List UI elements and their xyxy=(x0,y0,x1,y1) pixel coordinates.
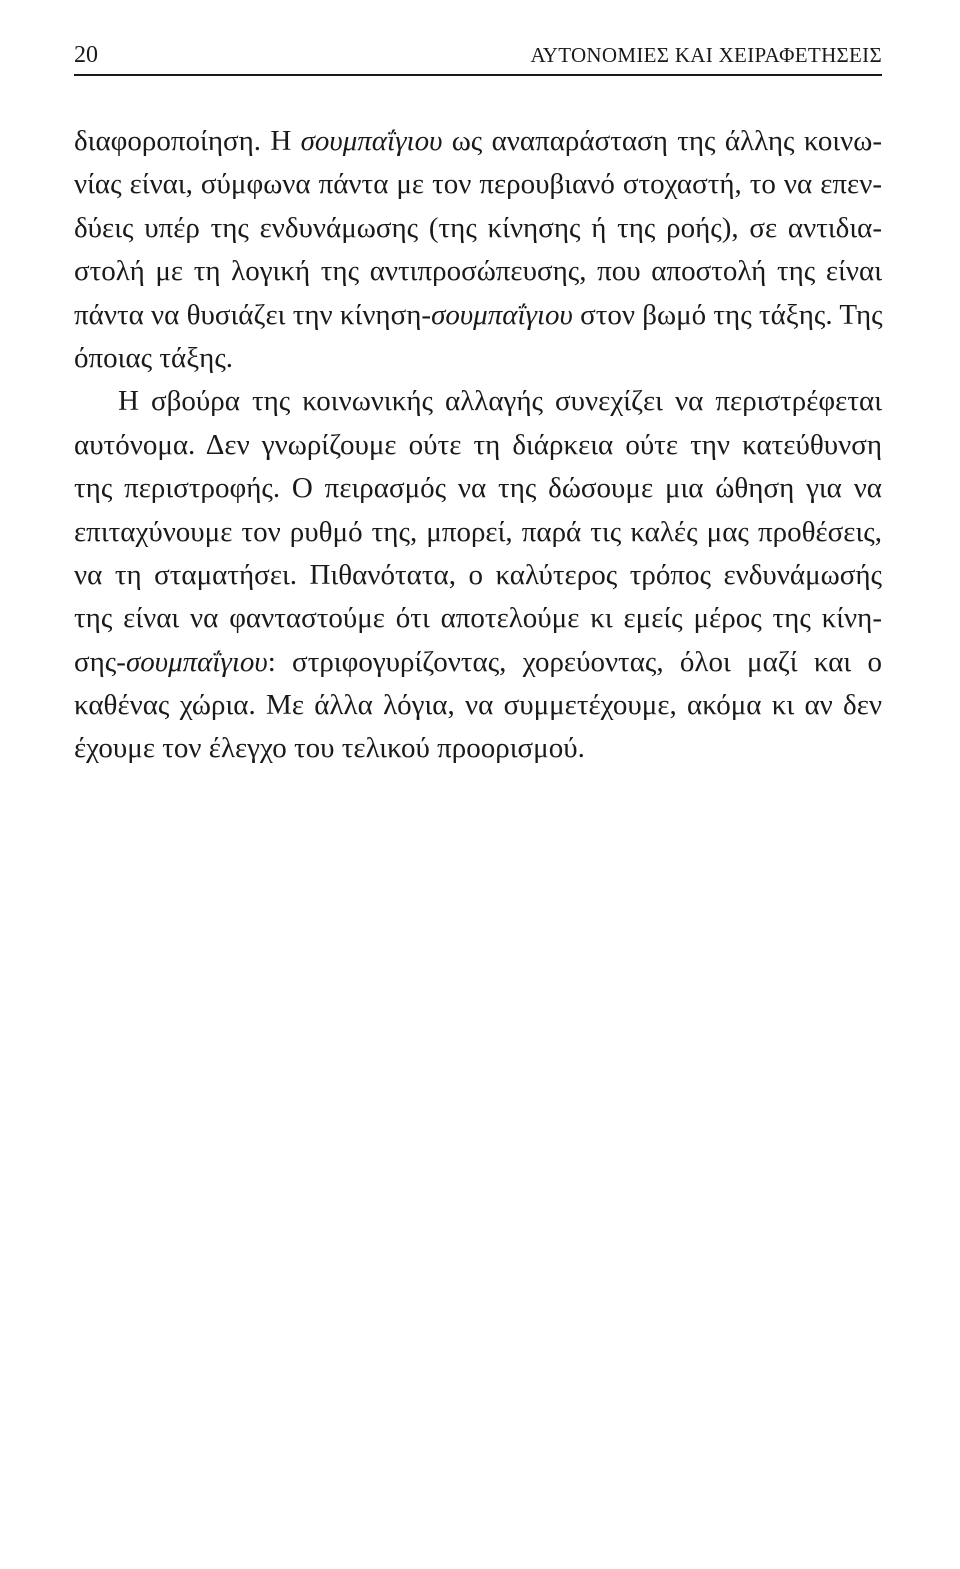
text-line: Η σβούρα της κοινωνικής αλλαγής συνεχίζει να περιστρέφεται xyxy=(118,385,882,418)
italic-term: σουμπαΐγιου xyxy=(300,125,443,157)
text-line: στολή με τη λογική της αντιπροσώπευσης, που αποστολή της είναι xyxy=(74,255,882,288)
text-line: δύεις υπέρ της ενδυνάμωσης (της κίνησης ή της ροής), σε αντιδια- xyxy=(74,211,882,244)
text-line: νίας είναι, σύμφωνα πάντα με τον περουβιανό στοχαστή, το να επεν- xyxy=(74,168,882,201)
text-line: αυτόνομα. Δεν γνωρίζουμε ούτε τη διάρκεια ούτε την κατεύθυνση xyxy=(74,428,882,461)
text-line: όποιας τάξης. xyxy=(74,341,234,374)
page-number: 20 xyxy=(74,42,98,68)
text-line: πάντα να θυσιάζει την κίνηση-σουμπαΐγιου στον βωμό της τάξης. Της xyxy=(74,298,883,331)
italic-term: σουμπαΐγιου xyxy=(431,298,573,331)
running-head-title: ΑΥΤΟΝΟΜΙΕΣ ΚΑΙ ΧΕΙΡΑΦΕΤΗΣΕΙΣ xyxy=(530,43,882,67)
italic-term: σουμπαΐγιου xyxy=(125,645,268,678)
body-text xyxy=(74,120,882,771)
text-line: διαφοροποίηση. Η σουμπαΐγιου ως αναπαράσταση της άλλης κοινω- xyxy=(74,125,882,157)
text-line: καθένας χώρια. Με άλλα λόγια, να συμμετέχουμε, ακόμα κι αν δεν xyxy=(74,689,882,722)
text-line: έχουμε τον έλεγχο του τελικού προορισμού. xyxy=(74,732,585,765)
text-line: να τη σταματήσει. Πιθανότατα, ο καλύτερος τρόπος ενδυνάμωσής xyxy=(74,558,882,591)
text-line: σης-σουμπαΐγιου: στριφογυρίζοντας, χορεύοντας, όλοι μαζί και ο xyxy=(74,645,882,678)
running-header xyxy=(74,40,882,76)
text-line: της είναι να φανταστούμε ότι αποτελούμε κι εμείς μέρος της κίνη- xyxy=(74,602,882,635)
text-line: επιταχύνουμε τον ρυθμό της, μπορεί, παρά τις καλές μας προθέσεις, xyxy=(74,515,882,548)
text-line: της περιστροφής. Ο πειρασμός να της δώσουμε μια ώθηση για να xyxy=(74,472,882,505)
